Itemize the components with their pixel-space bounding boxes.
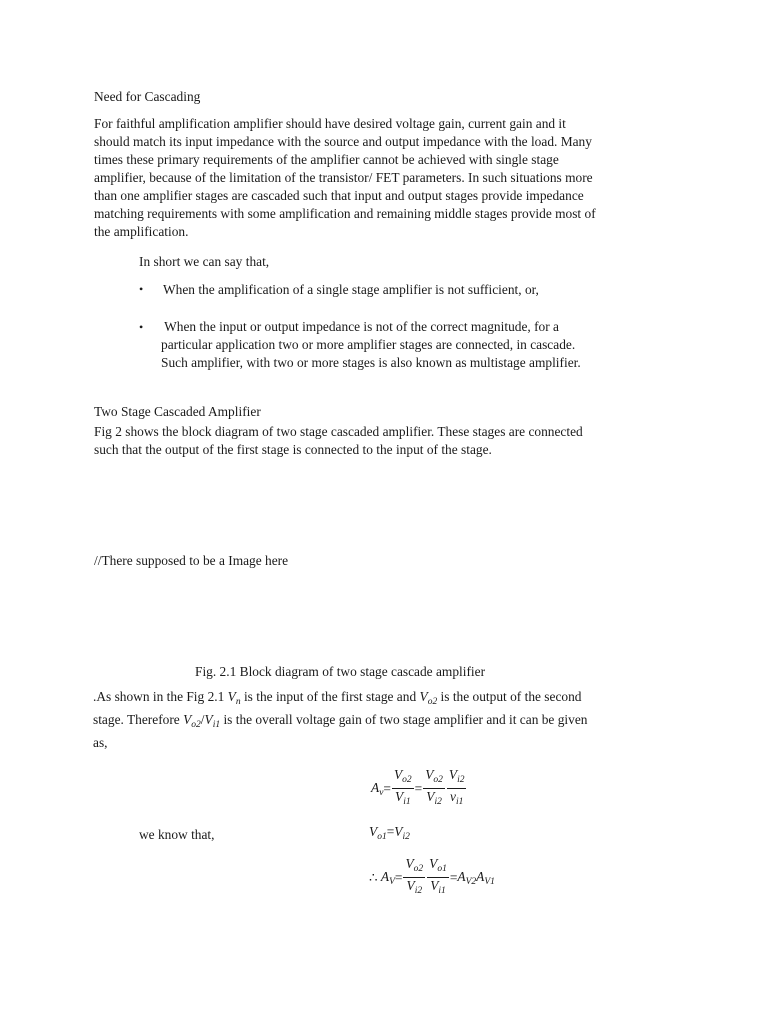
bullet-icon: • [139, 320, 144, 334]
fraction: $\frac{V_{o1}}{V_{i1}}$ [429, 856, 447, 896]
fraction: $\frac{V_{o2}}{V_{i2}}$ [405, 856, 424, 896]
paragraph-line: times these primary requirements of the amplifier cannot be achieved with single stage [94, 152, 559, 167]
equation-stage-link: $V_{o1}=V_{i2}$ [369, 824, 410, 842]
bullet-item-1: When the amplification of a single stage amplifier is not sufficient, or, [163, 282, 539, 297]
intro-paragraph [94, 115, 596, 241]
figure-caption: Fig. 2.1 Block diagram of two stage cascade amplifier [195, 664, 486, 679]
bullet-icon: • [139, 282, 144, 296]
paragraph-line: such that the output of the first stage is connected to the input of the stage. [94, 442, 492, 457]
fraction: $\frac{V_{o2}}{V_{i1}}$ [393, 767, 412, 807]
paragraph-line: the amplification. [94, 224, 189, 239]
fig-description-paragraph [94, 423, 583, 459]
fraction: $\frac{V_{o2}}{V_{i2}}$ [425, 767, 443, 807]
paragraph-line: .As shown in the Fig 2.1 $V_n$ is the input of the first stage and $V_{o2}$ is the output of the second [93, 689, 582, 707]
section-heading-need-for-cascading: Need for Cascading [94, 89, 201, 104]
bullet-line: Such amplifier, with two or more stages is also known as multistage amplifier. [161, 355, 581, 370]
equation-product-gain: ∴ $A_V=$ $\frac{V_{o2}}{V_{i2}}$ $\frac{V_{o1}}{V_{i1}}$ $=A_{V2}A_{V1}$ [369, 856, 495, 899]
gain-paragraph [93, 688, 587, 752]
paragraph-line: matching requirements with some amplification and remaining middle stages provide most of [94, 206, 596, 221]
paragraph-line: as, [93, 735, 108, 750]
therefore-symbol: ∴ [369, 869, 378, 885]
fraction: $\frac{V_{i2}}{v_{i1}}$ [448, 767, 465, 807]
paragraph-line: For faithful amplification amplifier should have desired voltage gain, current gain and it [94, 116, 566, 131]
image-placeholder-text: //There supposed to be a Image here [94, 553, 289, 568]
paragraph-line: amplifier, because of the limitation of the transistor/ FET parameters. In such situations more [94, 170, 593, 185]
we-know-text: we know that, [139, 827, 215, 842]
bullet-item-2 [161, 318, 581, 372]
bullet-line: When the input or output impedance is not of the correct magnitude, for a [161, 319, 560, 334]
paragraph-line: stage. Therefore $V_{o2}/V_{i1}$ is the overall voltage gain of two stage amplifier and it can be given [93, 712, 588, 730]
section-heading-two-stage: Two Stage Cascaded Amplifier [94, 404, 261, 419]
paragraph-line: Fig 2 shows the block diagram of two stage cascaded amplifier. These stages are connected [94, 424, 583, 439]
paragraph-line: should match its input impedance with the source and output impedance with the load. Many [94, 134, 592, 149]
equation-overall-gain: $A_v=$ $\frac{V_{o2}}{V_{i1}}$ = $\frac{V_{o2}}{V_{i2}}$ $\frac{V_{i2}}{v_{i1}}$ [371, 767, 467, 810]
bullet-line: particular application two or more amplifier stages are connected, in cascade. [161, 337, 576, 352]
paragraph-line: than one amplifier stages are cascaded such that input and output stages provide impedance [94, 188, 584, 203]
in-short-text: In short we can say that, [139, 254, 270, 269]
